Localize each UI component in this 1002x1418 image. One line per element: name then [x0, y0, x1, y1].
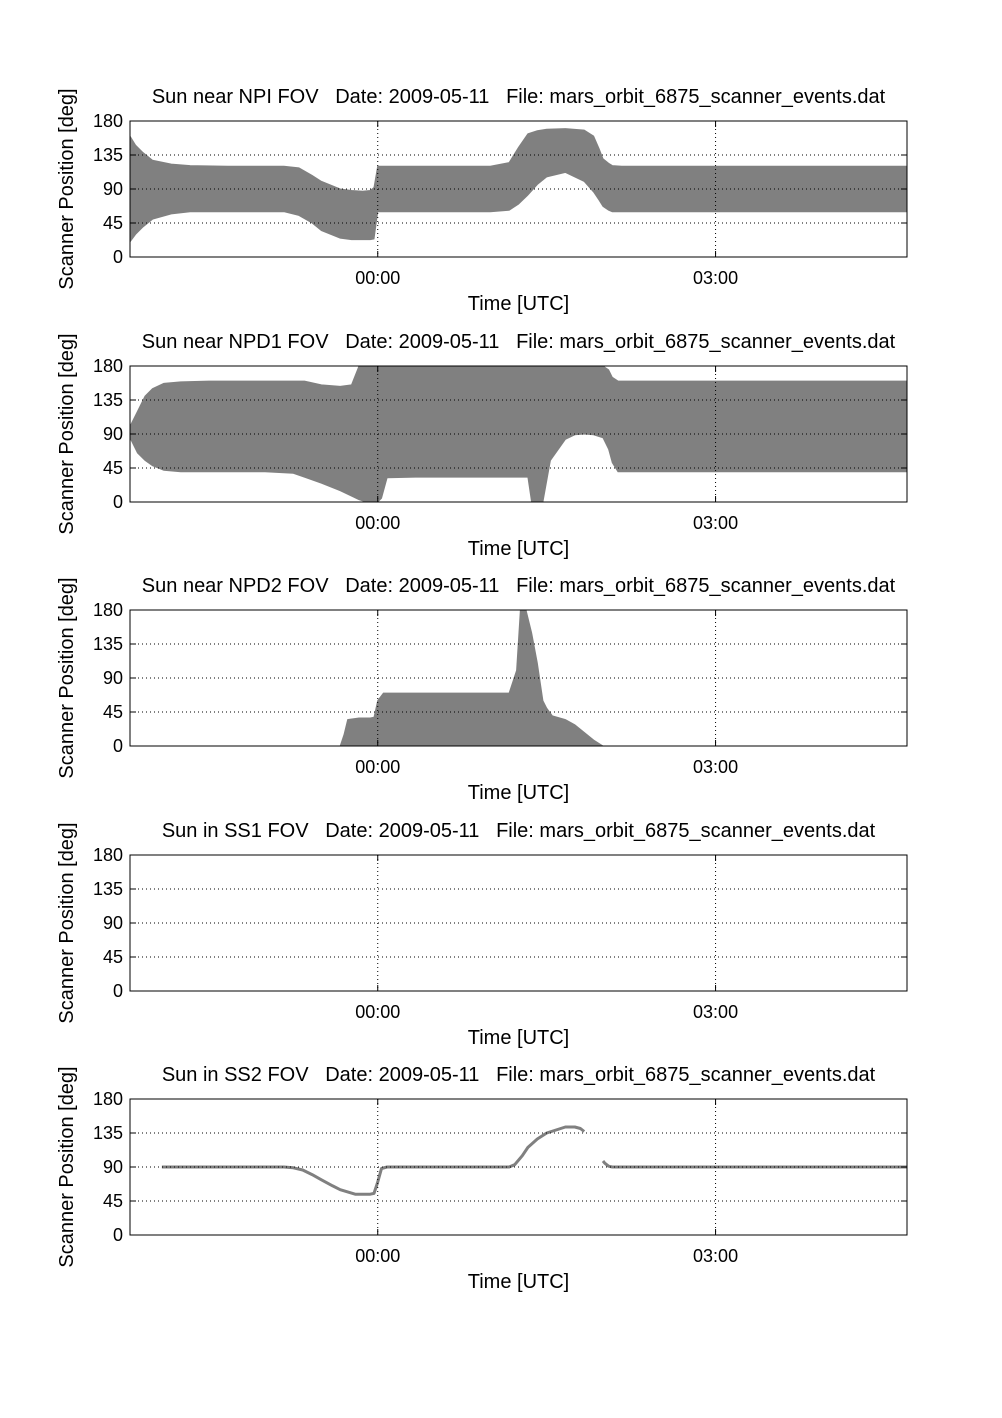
- y-tick-label: 180: [92, 600, 123, 620]
- chart-panel-3: [56, 575, 907, 804]
- y-tick-label: 90: [102, 913, 123, 933]
- y-tick-label: 0: [112, 492, 123, 512]
- y-tick-label: 180: [92, 1089, 123, 1109]
- chart-title: Sun near NPD2 FOV Date: 2009-05-11 File: mars_orbit_6875_scanner_events.dat: [141, 575, 896, 597]
- x-axis-label: Time [UTC]: [467, 782, 570, 804]
- y-tick-label: 0: [112, 736, 123, 756]
- y-tick-label: 135: [92, 634, 123, 654]
- y-tick-label: 90: [102, 424, 123, 444]
- chart-title: Sun near NPI FOV Date: 2009-05-11 File: mars_orbit_6875_scanner_events.dat: [151, 86, 886, 108]
- x-axis-label: Time [UTC]: [467, 1271, 570, 1293]
- y-axis-label: Scanner Position [deg]: [56, 1066, 78, 1268]
- y-tick-label: 90: [102, 1157, 123, 1177]
- x-tick-label: 00:00: [355, 757, 401, 777]
- x-tick-label: 03:00: [693, 513, 739, 533]
- chart-title: Sun in SS1 FOV Date: 2009-05-11 File: mars_orbit_6875_scanner_events.dat: [161, 820, 876, 842]
- y-axis-label: Scanner Position [deg]: [56, 577, 78, 779]
- x-tick-label: 00:00: [355, 1002, 401, 1022]
- x-tick-label: 03:00: [693, 757, 739, 777]
- scanner-position-line-2: [603, 1161, 907, 1167]
- chart-panel-1: [56, 86, 907, 315]
- y-tick-label: 90: [102, 668, 123, 688]
- x-axis-label: Time [UTC]: [467, 1027, 570, 1049]
- x-tick-label: 00:00: [355, 513, 401, 533]
- y-tick-label: 180: [92, 111, 123, 131]
- y-tick-label: 45: [102, 458, 123, 478]
- y-tick-label: 90: [102, 179, 123, 199]
- x-tick-label: 03:00: [693, 1246, 739, 1266]
- y-axis-label: Scanner Position [deg]: [56, 822, 78, 1024]
- y-tick-label: 180: [92, 356, 123, 376]
- chart-title: Sun near NPD1 FOV Date: 2009-05-11 File: mars_orbit_6875_scanner_events.dat: [141, 331, 896, 353]
- chart-panel-2: [56, 331, 907, 560]
- y-tick-label: 0: [112, 247, 123, 267]
- y-tick-label: 45: [102, 213, 123, 233]
- chart-panel-4: [56, 820, 907, 1049]
- y-tick-label: 0: [112, 1225, 123, 1245]
- y-tick-label: 45: [102, 947, 123, 967]
- y-tick-label: 0: [112, 981, 123, 1001]
- y-axis-label: Scanner Position [deg]: [56, 333, 78, 535]
- chart-title: Sun in SS2 FOV Date: 2009-05-11 File: mars_orbit_6875_scanner_events.dat: [161, 1064, 876, 1086]
- x-axis-label: Time [UTC]: [467, 538, 570, 560]
- y-tick-label: 135: [92, 145, 123, 165]
- y-tick-label: 135: [92, 879, 123, 899]
- x-tick-label: 00:00: [355, 1246, 401, 1266]
- y-tick-label: 180: [92, 845, 123, 865]
- y-tick-label: 135: [92, 390, 123, 410]
- y-tick-label: 45: [102, 1191, 123, 1211]
- chart-panel-5: [56, 1064, 907, 1293]
- y-tick-label: 45: [102, 702, 123, 722]
- x-axis-label: Time [UTC]: [467, 293, 570, 315]
- scanner-range-band: [130, 129, 907, 242]
- y-axis-label: Scanner Position [deg]: [56, 88, 78, 290]
- x-tick-label: 03:00: [693, 1002, 739, 1022]
- x-tick-label: 00:00: [355, 268, 401, 288]
- y-tick-label: 135: [92, 1123, 123, 1143]
- scanner-position-line-1: [162, 1127, 584, 1194]
- x-tick-label: 03:00: [693, 268, 739, 288]
